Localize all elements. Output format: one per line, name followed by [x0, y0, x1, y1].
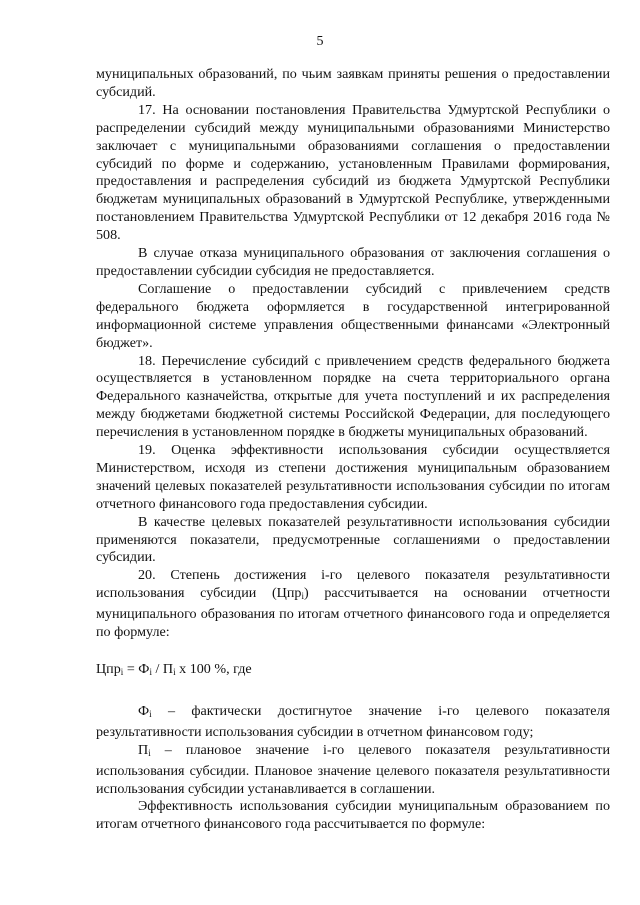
- paragraph-17: 17. На основании постановления Правительства Удмуртской Республики о распределении субсидий между муниципальными образованиями Министерство заключает с муниципальными образованиями соглашения о предоставлении субсидий по форме и содержанию, установленным Правилами формирования, предоставления и распределения субсидий из бюджета Удмуртской Республики бюджетам муниципальных образований в Удмуртской Республике, утвержденными постановлением Правительства Удмуртской Республики от 12 декабря 2016 года № 508.: [96, 101, 610, 244]
- document-body: [96, 66, 610, 834]
- paragraph-indicators: В качестве целевых показателей результативности использования субсидии применяются показатели, предусмотренные соглашениями о предоставлении субсидии.: [96, 513, 610, 566]
- paragraph-18: 18. Перечисление субсидий с привлечением средств федерального бюджета осуществляется в установленном порядке на счета территориального органа Федерального казначейства, открытые для учета поступлений и их распределения между бюджетами бюджетной системы Российской Федерации, для последующего перечисления в установленном порядке в бюджеты муниципальных образований.: [96, 352, 610, 441]
- paragraph-intro: муниципальных образований, по чьим заявкам приняты решения о предоставлении субсидий.: [96, 66, 610, 100]
- page-number: 5: [316, 34, 324, 49]
- paragraph-refusal: В случае отказа муниципального образования от заключения соглашения о предоставлении субсидии субсидия не предоставляется.: [96, 245, 610, 279]
- definition-fact: $Ф_i$ – фактически достигнутое значение i-го целевого показателя результативности использования субсидии в отчетном финансовом году;: [96, 702, 610, 740]
- paragraph-agreement: Соглашение о предоставлении субсидий с привлечением средств федерального бюджета оформляется в государственной интегрированной информационной системе управления общественными финансами «Электронный бюджет».: [96, 280, 610, 351]
- paragraph-efficiency: Эффективность использования субсидии муниципальным образованием по итогам отчетного финансового года рассчитывается по формуле:: [96, 798, 610, 833]
- paragraph-19: 19. Оценка эффективности использования субсидии осуществляется Министерством, исходя из степени достижения муниципальным образованием значений целевых показателей результативности использования субсидии по итогам отчетного финансового года предоставления субсидии.: [96, 442, 610, 512]
- definition-plan: $П_i$ – плановое значение i-го целевого показателя результативности использования субсидии. Плановое значение целевого показателя результативности использования субсидии устанавливается в соглашении.: [96, 741, 610, 797]
- formula: $Цпр_i = Ф_i / П_i$ x 100 %, где: [96, 661, 252, 677]
- paragraph-20: 20. Степень достижения i-го целевого показателя результативности использования субсидии (Цпр$_i$) рассчитывается на основании отчетности муниципального образования по итогам отчетного финансового года и определяется по формуле:: [96, 567, 610, 641]
